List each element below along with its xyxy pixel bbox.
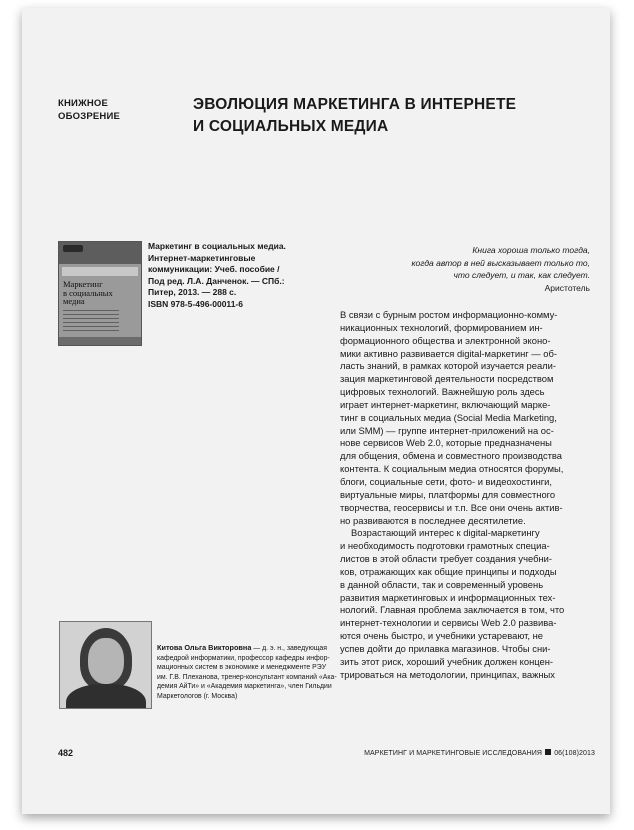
body-text-line: успев дойти до прилавка магазинов. Чтобы сни- (340, 642, 551, 654)
author-bio (157, 643, 337, 702)
article-title (193, 94, 553, 138)
cover-strip (62, 267, 138, 276)
photo-face (88, 638, 124, 684)
epigraph (330, 244, 590, 294)
cover-title-line: медиа (63, 296, 85, 306)
cover-text-lines (63, 310, 119, 332)
body-text-line: нологий. Главная проблема заключается в том, что (340, 604, 565, 616)
body-text-line: мики активно развивается digital-маркетинг — об- (340, 347, 557, 359)
body-text-line: или SMM) — группе интернет-приложений на ос- (340, 424, 554, 436)
author-bio-first-line: — д. э. н., заведующая (251, 645, 327, 652)
body-text-line: развития маркетинговых и информационных тех- (340, 591, 556, 603)
author-bio-line (157, 643, 327, 654)
article-body (340, 309, 598, 681)
body-text-line: В связи с бурным ростом информационно-комму- (340, 309, 558, 320)
title-line: ЭВОЛЮЦИЯ МАРКЕТИНГА В ИНТЕРНЕТЕ (193, 96, 517, 113)
book-info-line: Интернет-маркетинговые (148, 252, 256, 263)
body-text-line: в данной области, так и современный уровень (340, 578, 544, 590)
body-text-line: зация маркетинговой деятельности посредством (340, 373, 554, 385)
author-bio-line: им. Г.В. Плеханова, тренер-консультант компаний «Ака- (157, 673, 337, 681)
body-text-line: ласть знаний, в рамках которой изучается реали- (340, 360, 557, 372)
body-text-line: ков, отражающих как общие принципы и подходы (340, 565, 557, 577)
epigraph-author: Аристотель (544, 282, 590, 293)
body-text-line: Возрастающий интерес к digital-маркетингу (351, 527, 540, 539)
body-text-line: формационного общества и электронной эконо- (340, 334, 551, 346)
body-text-line: для общения, обмена и совместного производства (340, 450, 563, 462)
body-text-line: ются очень быстро, и учебники устаревают, не (340, 630, 543, 642)
book-info-line: Маркетинг в социальных медиа. (148, 241, 286, 251)
body-text-line: виртуальные миры, платформы для совместного (340, 488, 556, 500)
book-info-line: коммуникации: Учеб. пособие / (148, 264, 280, 274)
author-photo (59, 621, 152, 709)
epigraph-line: когда автор в ней высказывает только то, (411, 257, 590, 268)
body-text-line: играет интернет-маркетинг, включающий марке- (340, 398, 551, 410)
publisher-logo (63, 245, 83, 252)
journal-name: МАРКЕТИНГ И МАРКЕТИНГОВЫЕ ИССЛЕДОВАНИЯ (364, 750, 543, 757)
book-bibliography (148, 241, 308, 310)
author-bio-line: Маркетологов (г. Москва) (157, 692, 238, 700)
page-number: 482 (58, 748, 74, 758)
body-text-line: никационных технологий, формированием ин- (340, 321, 543, 333)
photo-shoulders (66, 684, 146, 709)
book-cover-image (58, 241, 142, 346)
body-text-line: и необходимость подготовки грамотных специа- (340, 540, 550, 552)
author-bio-line: мационных систем в экономике и менеджменте РЭУ (157, 664, 327, 672)
book-info-line: Питер, 2013. — 288 с. (148, 287, 237, 297)
body-text-line: зить этот риск, хороший учебник должен концен- (340, 655, 554, 667)
book-info-line: ISBN 978-5-496-00011-6 (148, 298, 243, 309)
cover-bottom-band (59, 337, 141, 345)
square-bullet-icon (545, 749, 551, 755)
body-text-line: тинг в социальных медиа (Social Media Marketing, (340, 411, 557, 423)
author-bio-line: кафедрой информатики, профессор кафедры инфор- (157, 654, 330, 662)
author-bio-line: демия АйТи» и «Академия маркетинга», член Гильдии (157, 683, 332, 691)
body-text-line: контента. К социальным медиа относятся форумы, (340, 463, 564, 475)
section-label: КНИЖНОЕ ОБОЗРЕНИЕ (58, 98, 121, 122)
body-text-line: блоги, социальные сети, фото- и видеохостинги, (340, 475, 553, 487)
body-text-line: интернет-технологии и сервисы Web 2.0 развива- (340, 617, 557, 629)
book-info-line: Под ред. Л.А. Данченок. — СПб.: (148, 275, 285, 286)
body-text-line: но развиваются в последнее десятилетие. (340, 514, 526, 526)
author-name: Китова Ольга Викторовна (157, 643, 252, 652)
epigraph-line: Книга хороша только тогда, (472, 245, 590, 255)
body-text-line: трироваться на методологии, принципах, важных (340, 668, 555, 680)
epigraph-line: что следует, и так, как следует. (453, 270, 590, 280)
cover-title-line: Маркетинг (63, 279, 103, 289)
title-line: И СОЦИАЛЬНЫХ МЕДИА (193, 118, 389, 135)
cover-title-line: в социальных (63, 287, 113, 298)
footer-journal (355, 749, 595, 757)
cover-title (63, 280, 137, 306)
journal-issue: 06(108)2013 (554, 750, 595, 757)
body-text-line: творчества, геосервисы и т.п. Все они очень актив- (340, 501, 563, 513)
body-text-line: цифровых технологий. Важнейшую роль здесь (340, 386, 545, 398)
body-text-line: листов в этой области требует создания учебни- (340, 553, 552, 565)
body-text-line: нове сервисов Web 2.0, которые предназначены (340, 437, 552, 449)
